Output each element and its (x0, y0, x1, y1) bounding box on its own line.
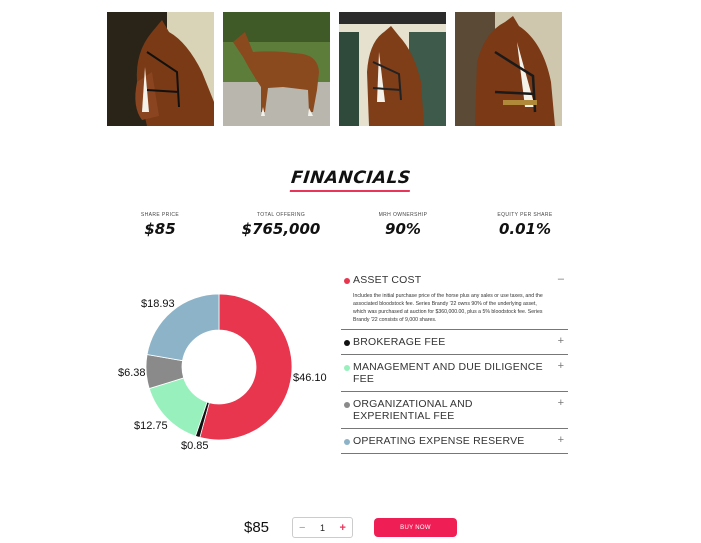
expand-icon[interactable]: + (557, 360, 564, 372)
accordion-title: OPERATING EXPENSE RESERVE (353, 435, 525, 447)
quantity-value[interactable]: 1 (319, 522, 325, 533)
stat-label: SHARE PRICE (140, 212, 180, 218)
stat-mrh-ownership (342, 212, 464, 238)
donut-value-label: $0.85 (181, 440, 209, 452)
accordion-item-brokerage-fee[interactable] (341, 330, 568, 355)
expand-icon[interactable]: + (557, 397, 564, 409)
accordion-item-operating-reserve[interactable] (341, 429, 568, 454)
stat-total-offering (220, 212, 342, 238)
horse-photo-4[interactable] (455, 12, 562, 126)
quantity-stepper[interactable] (292, 517, 353, 538)
expand-icon[interactable]: + (557, 335, 564, 347)
stat-equity-per-share (464, 212, 586, 238)
stat-value: $765,000 (241, 220, 321, 238)
share-price-display: $85 (244, 519, 270, 536)
photo-gallery (107, 12, 562, 126)
stat-value: $85 (144, 220, 176, 238)
stat-label: TOTAL OFFERING (256, 212, 306, 218)
stat-share-price (100, 212, 220, 238)
donut-value-label: $12.75 (134, 420, 168, 432)
accordion-item-management-fee[interactable] (341, 355, 568, 392)
horse-head-photo (107, 12, 214, 126)
horse-stable-photo (339, 12, 446, 126)
legend-dot-icon (344, 439, 350, 445)
stat-label: MRH OWNERSHIP (378, 212, 428, 218)
financials-heading-wrap (0, 168, 701, 192)
accordion-item-organizational-fee[interactable] (341, 392, 568, 429)
accordion-title: ASSET COST (353, 274, 422, 286)
horse-photo-2[interactable] (223, 12, 330, 126)
stat-value: 0.01% (498, 220, 552, 238)
stat-value: 90% (385, 220, 421, 238)
legend-dot-icon (344, 365, 350, 371)
buy-now-button[interactable]: BUY NOW (374, 518, 457, 537)
increment-button[interactable]: + (339, 521, 346, 534)
expand-icon[interactable]: + (557, 434, 564, 446)
horse-standing-photo (223, 12, 330, 126)
accordion-title: ORGANIZATIONAL AND EXPERIENTIAL FEE (353, 398, 473, 422)
decrement-button[interactable]: − (299, 521, 306, 534)
stat-label: EQUITY PER SHARE (497, 212, 553, 218)
donut-value-label: $18.93 (141, 298, 175, 310)
accordion-description: Includes the initial purchase price of the horse plus any sales or use taxes, and the associated bloodstock fee. Series Brandy '22 owns 90% of the underlying asset, which was purchased at auction for $360,000.00, plus a 5% bloodstock fee. Series Brandy '22 consists of 9,000 shares. (353, 293, 543, 323)
stats-row (100, 212, 600, 238)
buy-bar (0, 515, 701, 543)
horse-photo-3[interactable] (339, 12, 446, 126)
financials-heading: FINANCIALS (289, 168, 411, 192)
donut-value-label: $6.38 (118, 367, 146, 379)
horse-closeup-photo (455, 12, 562, 126)
accordion-title: BROKERAGE FEE (353, 336, 446, 348)
fee-accordion (341, 268, 568, 454)
cost-breakdown-chart (110, 280, 340, 480)
legend-dot-icon (344, 340, 350, 346)
donut-value-label: $46.10 (293, 372, 327, 384)
legend-dot-icon (344, 402, 350, 408)
collapse-icon[interactable]: – (557, 273, 564, 285)
horse-photo-1[interactable] (107, 12, 214, 126)
accordion-title: MANAGEMENT AND DUE DILIGENCE FEE (353, 361, 543, 385)
legend-dot-icon (344, 278, 350, 284)
accordion-item-asset-cost[interactable] (341, 268, 568, 330)
